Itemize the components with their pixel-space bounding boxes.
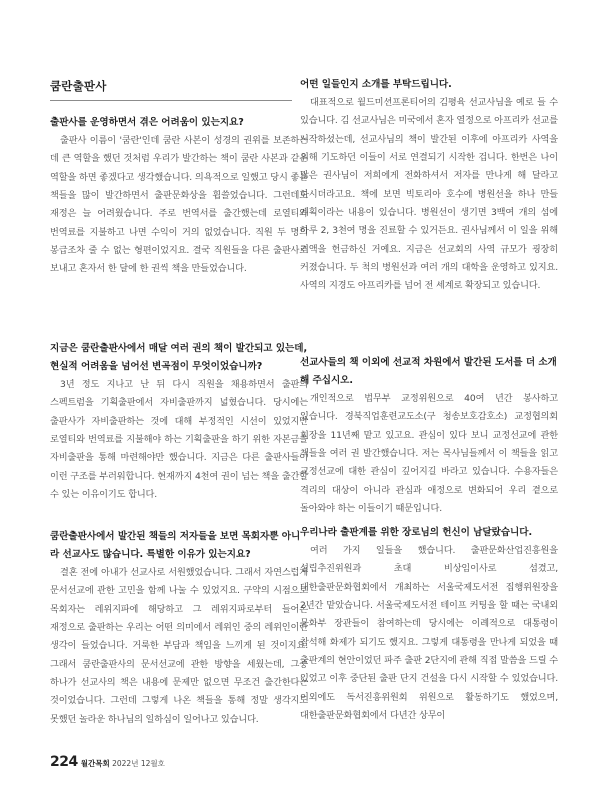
- answer-paragraph: 여러 가지 일들을 했습니다. 출판문화산업진흥원을 설립추진위원과 초대 비상임이사로 섬겼고, 대한출판문화협회에서 개최하는 서울국제도서전 집행위원장을 2년간 맡았습니다. 서울국제도서전 테이프 커팅을 할 때는 국내외 문화부 장관들이 참여하는데 당시에는 이례적으로 대통령이 참석해 화제가 되기도 했지요. 그렇게 대통령을 만나게 되었을 때 출판계의 현안이었던 파주 출판 2단지에 관해 직접 말씀을 드릴 수 있었고 이후 중단된 출판 단지 건설을 다시 시작할 수 있었습니다. 이외에도 독서진흥위원회 위원으로 활동하기도 했었으며, 대한출판문화협회에서 다년간 상무이: [300, 545, 558, 722]
- section-divider: [50, 100, 292, 101]
- qa-block: [50, 340, 308, 504]
- qa-block: [300, 524, 558, 725]
- answer-paragraph: 3년 정도 지나고 난 뒤 다시 직원을 채용하면서 출판의 스펙트럼을 기획출판에서 자비출판까지 넓혔습니다. 당시에는 출판사가 자비출판하는 것에 대해 부정적인 시선이 있었지만 로열티와 번역료를 지불해야 하는 기획출판을 하기 위한 자본금을 자비출판을 통해 마련해야만 했습니다. 지금은 다른 출판사들이 이런 구조를 부러워합니다. 현재까지 4천여 권이 넘는 책을 출간할 수 있는 이유이기도 합니다.: [50, 379, 308, 501]
- qa-block: [300, 76, 558, 296]
- answer-paragraph: 대표적으로 월드미션프론티어의 김평육 선교사님을 예로 들 수 있습니다. 김 선교사님은 미국에서 혼자 열정으로 아프리카 선교를 시작하셨는데, 선교사님의 책이 발간된 이후에 아프리카 사역을 위해 기도하던 이들이 서로 연결되기 시작한 겁니다. 한번은 나이 많은 권사님이 저희에게 전화하셔서 저자를 만나게 해 달라고 하시더라고요. 책에 보면 빅토리아 호수에 병원선을 하나 만들 계획이라는 내용이 있습니다. 병원선이 생기면 3백여 개의 섬에 하루 2, 3천여 명을 진료할 수 있거든요. 권사님께서 이 일을 위해 거액을 헌금하신 거예요. 지금은 선교회의 사역 규모가 굉장히 커졌습니다. 두 척의 병원선과 여러 개의 대학을 운영하고 있지요. 사역의 지경도 아프리카를 넘어 전 세계로 확장되고 있습니다.: [300, 97, 558, 292]
- question: 우리나라 출판계를 위한 장로님의 헌신이 남달랐습니다.: [300, 527, 533, 538]
- issue-date: 2022년 12월호: [112, 759, 165, 768]
- answer-paragraph: 출판사 이름이 '쿰란'인데 쿰란 사본이 성경의 권위를 보존하는 데 큰 역할을 했던 것처럼 우리가 발간하는 책이 쿰란 사본과 같은 역할을 하면 좋겠다고 생각했습니다. 의욕적으로 일했고 당시 좋은 책들을 많이 발간하면서 출판문화상을 휩쓸었습니다. 그런데도 재정은 늘 어려웠습니다. 주로 번역서를 출간했는데 로열티와 번역료를 지불하고 나면 수익이 거의 없었습니다. 직원 두 명의 봉급조차 줄 수 없는 형편이었지요. 결국 직원들을 다른 출판사로 보내고 혼자서 한 달에 한 권씩 책을 만들었습니다.: [50, 135, 308, 275]
- question: 출판사를 운영하면서 겪은 어려움이 있는지요?: [50, 117, 244, 128]
- question: 선교사들의 책 이외에 선교적 차원에서 발간된 도서를 더 소개해 주십시오.: [300, 357, 557, 386]
- answer-paragraph: 결혼 전에 아내가 선교사로 서원했었습니다. 그래서 자연스럽게 문서선교에 관한 고민을 함께 나눌 수 있었지요. 구약의 시점으로 목회자는 레위지파에 해당하고 그 레위지파로부터 들어온 재정으로 출판하는 우리는 어떤 의미에서 레위인 중의 레위인이란 생각이 들었습니다. 거룩한 부담과 책임을 느끼게 된 것이지요. 그래서 쿰란출판사의 문서선교에 관한 방향을 세웠는데, 그중 하나가 선교사의 책은 내용에 문제만 없으면 무조건 출간한다는 것이었습니다. 그런데 그렇게 나온 책들을 통해 정말 생각지도 못했던 놀라운 하나님의 일하심이 일어나고 있습니다.: [50, 567, 308, 725]
- question: 쿰란출판사에서 발간된 책들의 저자들을 보면 목회자뿐 아니라 선교사도 많습니다. 특별한 이유가 있는지요?: [50, 531, 301, 560]
- magazine-name: 월간목회: [80, 759, 110, 768]
- answer-paragraph: 개인적으로 법무부 교정위원으로 40여 년간 봉사하고 있습니다. 경북직업훈련교도소(구 청송보호감호소) 교정협의회 회장을 11년째 맡고 있고요. 관심이 있다 보니 교정선교에 관한 책들을 여러 권 발간했습니다. 저는 목사님들께서 이 책들을 읽고 교정선교에 대한 관심이 깊어지길 바라고 있습니다. 수용자들은 격리의 대상이 아니라 관심과 애정으로 변화되어 우리 곁으로 돌아와야 하는 이들이기 때문입니다.: [300, 393, 558, 515]
- page-number: 224: [50, 754, 78, 770]
- section-title: 쿰란출판사: [50, 79, 107, 93]
- qa-block: [300, 354, 558, 518]
- qa-block: [50, 528, 308, 729]
- question: 어떤 일들인지 소개를 부탁드립니다.: [300, 79, 452, 90]
- page-footer: [50, 754, 165, 770]
- qa-block: [50, 114, 308, 279]
- question: 지금은 쿰란출판사에서 매달 여러 권의 책이 발간되고 있는데, 현실적 어려움을 넘어선 변곡점이 무엇이었습니까?: [50, 343, 308, 372]
- magazine-info: [81, 758, 165, 769]
